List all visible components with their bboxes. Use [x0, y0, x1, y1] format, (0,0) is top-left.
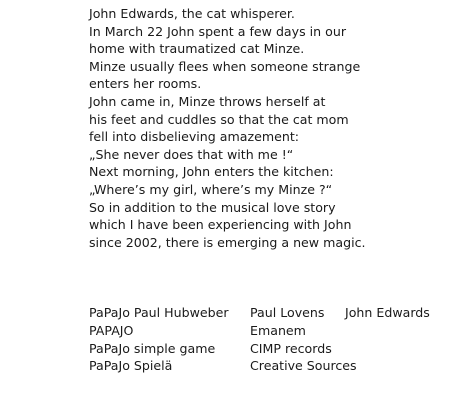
credit-album: PaPaJo simple game	[89, 340, 216, 356]
credit-album: PaPaJo Paul Hubweber	[89, 305, 229, 320]
credit-album: PAPAJO	[89, 322, 134, 338]
credit-album: PaPaJo Spielä	[89, 358, 173, 374]
credit-label: CIMP records	[250, 340, 332, 356]
story-line: In March 22 John spent a few days in our	[89, 23, 347, 39]
credit-artist: John Edwards	[345, 305, 430, 320]
story-text	[89, 5, 366, 251]
story-line: home with traumatized cat Minze.	[89, 41, 305, 57]
story-line: his feet and cuddles so that the cat mom	[89, 111, 349, 127]
credits-albums	[89, 304, 229, 375]
story-line: fell into disbelieving amazement:	[89, 129, 300, 145]
story-line: enters her rooms.	[89, 76, 202, 92]
story-line: since 2002, there is emerging a new magic.	[89, 234, 366, 250]
story-line: „Where’s my girl, where’s my Minze ?“	[89, 181, 333, 197]
credit-label: Creative Sources	[250, 358, 357, 374]
story-line: John Edwards, the cat whisperer.	[89, 6, 295, 21]
credit-label: Emanem	[250, 322, 306, 338]
credits-artist	[345, 304, 430, 322]
credit-label: Paul Lovens	[250, 305, 325, 320]
credits-labels	[250, 304, 357, 375]
story-line: Next morning, John enters the kitchen:	[89, 164, 334, 180]
story-line: Minze usually flees when someone strange	[89, 58, 361, 74]
story-line: „She never does that with me !“	[89, 146, 294, 162]
story-line: So in addition to the musical love story	[89, 199, 336, 215]
story-line: John came in, Minze throws herself at	[89, 93, 326, 109]
story-line: which I have been experiencing with John	[89, 217, 352, 233]
